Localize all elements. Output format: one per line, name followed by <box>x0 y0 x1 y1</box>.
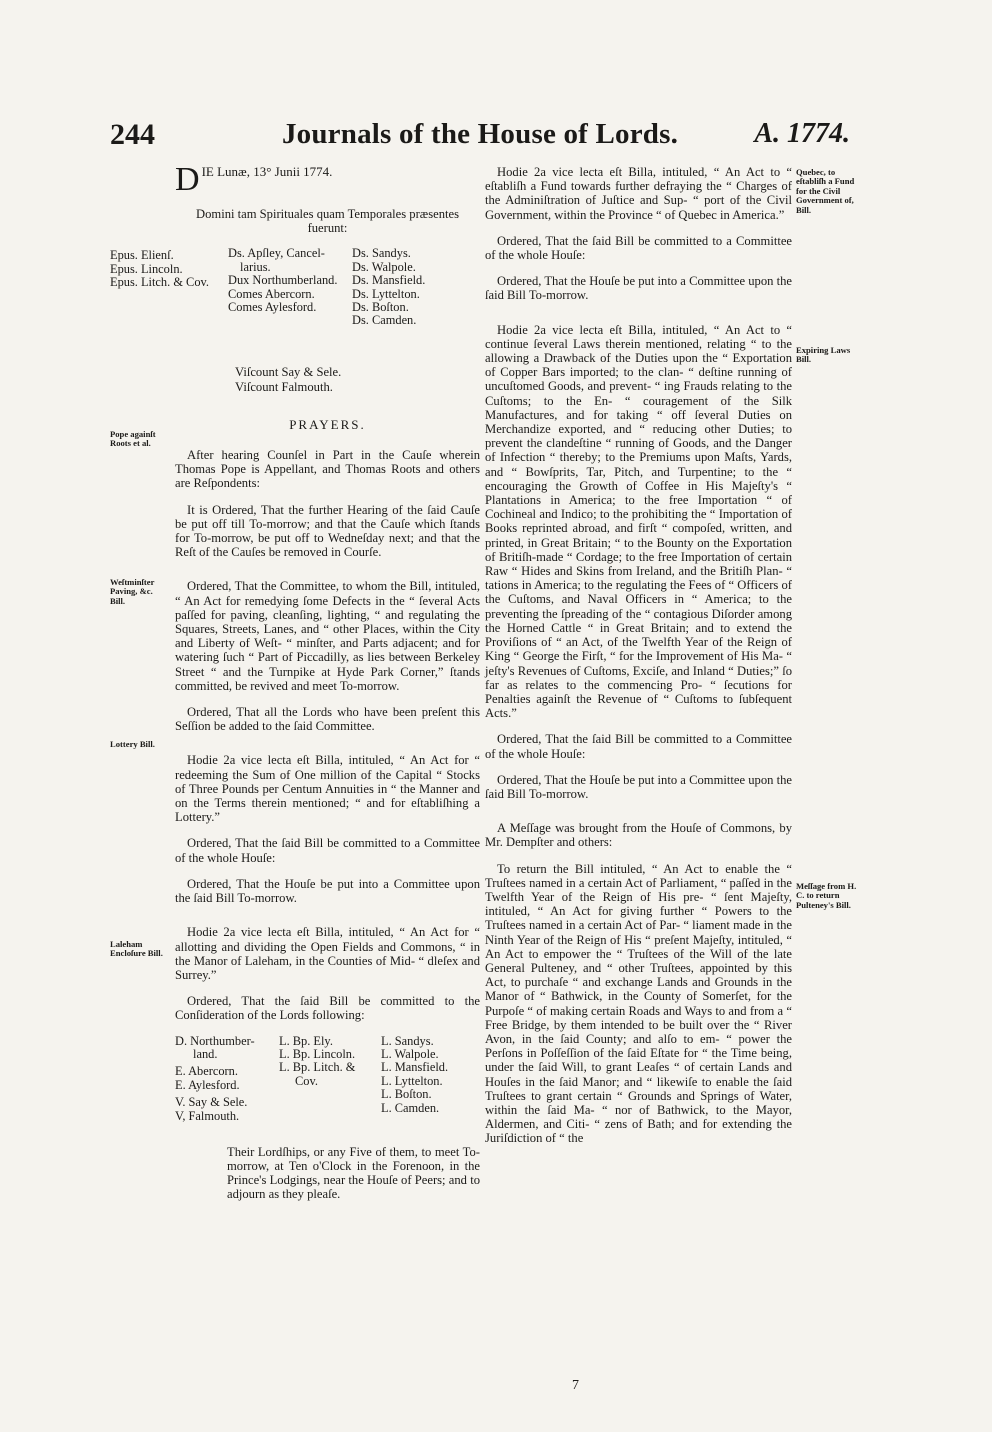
signature-mark: 7 <box>572 1378 579 1393</box>
expiring-paragraph-1: Hodie 2a vice lecta eſt Billa, intituled, “ An Act to “ continue ſeveral Laws therein mentioned, relating “ to the allowing a Drawback of the Duties upon the “ Exportation of Copper Bars imported; to the clan- “ deſtine running of uncuſtomed Goods, and prevent- “ ing Frauds relating to the Cuſtoms; to the En- “ couragement of the Silk Manufactures, and for taking “ off ſeveral Duties on Merchandize exported, and “ reducing other Duties; to prevent the clandeſtine “ running of Goods, and the Danger of Infection “ thereby; to the Premiums upon Maſts, Yards, and “ Bowſprits, Tar, Pitch, and Turpentine; to the “ encouraging the Growth of Coffee in His Majeſty's “ Plantations in America; to the free Importation “ of Cochineal and Indico; to the prohibiting the “ Importation of Books reprinted abroad, and firſt “ compoſed, written, and printed, in Great Britain; “ to the Bounty on the Exportation of Britiſh-made “ Cordage; to the free Importation of certain Raw “ Hides and Skins from Ireland, and the Britiſh Plan- “ tations in America; to the regulating the Fees of “ Officers of the Cuſtoms, and Naval Officers in “ America; to the preventing the ſpreading of the “ contagious Diſorder among the Horned Cattle “ in Great Britain; and to extend the Proviſions of “ an Act, of the Twelfth Year of the Reign of King “ George the Firſt, “ for the Improvement of His Ma- “ jeſty's Revenues of Cuſtoms, Exciſe, and Inland “ Duties;” ſo far as relates to the commencing Pro- “ ſecutions for Penalties againſt the Revenue of “ Cuſtoms to ſubſequent Acts.” <box>485 322 792 721</box>
lord-entry: L. Mansfield. <box>381 1060 449 1075</box>
laleham-paragraph-2: Ordered, That the ſaid Bill be committed to the Conſideration of the Lords following: <box>175 994 480 1023</box>
page-number: 244 <box>110 118 155 151</box>
lord-entry: Viſcount Falmouth. <box>235 379 333 394</box>
lord-entry: L. Camden. <box>381 1100 440 1115</box>
lord-entry: E. Aylesford. <box>175 1077 240 1092</box>
lord-entry: Cov. <box>295 1073 318 1088</box>
present-lords-heading: Domini tam Spirituales quam Temporales præsentes fuerunt: <box>196 207 459 236</box>
dateline <box>175 161 480 198</box>
lord-entry: Epus. Elienſ. <box>110 248 174 263</box>
prayers-heading: PRAYERS. <box>289 416 366 432</box>
lord-entry: Ds. Camden. <box>352 313 417 328</box>
laleham-paragraph-3: Their Lordſhips, or any Five of them, to meet To-morrow, at Ten o'Clock in the Forenoon, in the Prince's Lodgings, near the Houſe of Peers; and to adjourn as they pleaſe. <box>227 1144 480 1202</box>
margin-note-pope: Pope againſt Roots et al. <box>110 429 156 449</box>
lord-entry: L. Lyttelton. <box>381 1073 443 1088</box>
lord-entry: Epus. Lincoln. <box>110 261 183 276</box>
lord-entry: Epus. Litch. & Cov. <box>110 275 210 290</box>
lord-entry: D. Northumber- <box>175 1033 255 1048</box>
lord-entry: Ds. Boſton. <box>352 300 409 315</box>
expiring-paragraph-2: Ordered, That the ſaid Bill be committed to a Committee of the whole Houſe: <box>485 732 792 761</box>
margin-note-quebec: Quebec, to eſtabliſh a Fund for the Civil Government of, Bill. <box>796 167 855 215</box>
quebec-paragraph-2: Ordered, That the ſaid Bill be committed to a Committee of the whole Houſe: <box>485 233 792 263</box>
lottery-paragraph-2: Ordered, That the ſaid Bill be committed to a Committee of the whole Houſe: <box>175 836 480 865</box>
lord-entry: L. Boſton. <box>381 1087 432 1102</box>
lord-entry: L. Bp. Litch. & <box>279 1060 356 1075</box>
expiring-paragraph-3: Ordered, That the Houſe be put into a Committee upon the ſaid Bill To-morrow. <box>485 772 792 801</box>
bishops-column <box>110 249 209 289</box>
lord-entry: V. Say & Sele. <box>175 1095 248 1110</box>
lord-entry: L. Sandys. <box>381 1033 434 1048</box>
page-header <box>110 118 850 158</box>
lord-entry: Ds. Mansfield. <box>352 273 426 288</box>
lord-entry: L. Bp. Ely. <box>279 1033 333 1048</box>
pope-paragraph-2: It is Ordered, That the further Hearing of the ſaid Cauſe be put off till To-morrow; and that the Cauſe which ſtands for To-morrow, be put off to Wedneſday next; and that the Reſt of the Cauſes be removed in Courſe. <box>175 502 480 560</box>
committee-column-2 <box>279 1035 355 1089</box>
margin-note-westminster: Weſtminſter Paving, &c. Bill. <box>110 577 155 606</box>
lord-entry: Dux Northumberland. <box>228 273 338 288</box>
dateline-text: IE Lunæ, 13° Junii 1774. <box>201 164 333 179</box>
pope-paragraph-1: After hearing Counſel in Part in the Cauſe wherein Thomas Pope is Appellant, and Thomas Roots and others are Reſpondents: <box>175 448 480 491</box>
margin-note-laleham: Laleham Encloſure Bill. <box>110 939 163 959</box>
barons-column <box>352 247 425 327</box>
margin-note-lottery: Lottery Bill. <box>110 739 155 749</box>
present-lords-list <box>110 247 480 359</box>
lord-entry: V, Falmouth. <box>175 1108 240 1123</box>
drop-cap: D <box>175 161 200 198</box>
journal-title: Journals of the House of Lords. <box>281 118 679 150</box>
quebec-paragraph-1: Hodie 2a vice lecta eſt Billa, intituled, “ An Act to “ eſtabliſh a Fund towards further defraying the “ Charges of the Adminiſtration of Juſtice and Sup- “ port of the Civil Government, within the Province “ of Quebec in America.” <box>485 165 792 222</box>
margin-note-message: Meſſage from H. C. to return Pulteney's Bill. <box>796 881 857 910</box>
quebec-paragraph-3: Ordered, That the Houſe be put into a Committee upon the ſaid Bill To-morrow. <box>485 274 792 303</box>
lord-entry: Ds. Walpole. <box>352 259 416 274</box>
lord-entry: land. <box>193 1046 218 1061</box>
peers-column <box>228 247 337 314</box>
lord-entry: Ds. Lyttelton. <box>352 286 420 301</box>
committee-lords-list <box>175 1035 480 1131</box>
lord-entry: Comes Aylesford. <box>228 300 317 315</box>
lord-entry: Ds. Sandys. <box>352 246 411 261</box>
lord-entry: L. Walpole. <box>381 1046 439 1061</box>
lord-entry: Ds. Apſley, Cancel- <box>228 246 325 261</box>
lottery-paragraph-3: Ordered, That the Houſe be put into a Committee upon the ſaid Bill To-morrow. <box>175 876 480 906</box>
journal-year: A. 1774. <box>754 118 850 149</box>
message-paragraph-2: To return the Bill intituled, “ An Act to enable the “ Truſtees named in a certain Act of Parliament, “ paſſed in the Twelfth Year of the Reign of His pre- “ ſent Majeſty, intituled, “ An Act for giving further “ Powers to the Truſtees named in a certain Act of Par- “ liament made in the Ninth Year of the Reign of His “ preſent Majeſty, intituled, “ An Act to empower the “ Truſtees of the Will of the late General Pulteney, and “ other Truſtees, appointed by this Act, to purchaſe “ and exchange Lands and Grounds in the Manor of “ Bathwick, in the County of Somerſet, for the Purpoſe “ of making certain Roads and Ways to and from a “ Free Bridge, by them intended to be built over the “ River Avon, in the ſaid County; and alſo to em- “ power the Perſons in Poſſeſſion of the ſaid Eſtate for “ the Time being, under the ſaid Will, to grant Leaſes “ of certain Lands and Houſes in the ſaid Manor; and “ likewiſe to enable the ſaid Truſtees to grant certain “ Grounds and Springs of Water, within the ſaid Ma- “ nor of Bathwick, to the Mayor, Aldermen, and Citi- “ zens of Bath; and for extending the Juriſdiction of “ the <box>485 861 792 1146</box>
viscounts-list <box>235 365 480 393</box>
committee-column-1 <box>175 1035 255 1123</box>
lord-entry: larius. <box>240 259 271 274</box>
westminster-paragraph-1: Ordered, That the Committee, to whom the Bill, intituled, “ An Act for remedying ſome Defects in the “ ſeveral Acts paſſed for paving, cleanſing, lighting, “ and regulating the Squares, Streets, Lanes, and “ other Places, within the City and Liberty of Weſt- “ minſter, and Parts adjacent; and for watering ſuch “ Part of Piccadilly, as lies between Berkeley Street “ and the Turnpike at Hyde Park Corner,” ſtands committed, be revived and meet To-morrow. <box>175 579 480 693</box>
lord-entry: Comes Abercorn. <box>228 286 315 301</box>
right-column <box>485 165 792 1158</box>
margin-note-expiring: Expiring Laws Bill. <box>796 345 851 365</box>
lottery-paragraph-1: Hodie 2a vice lecta eſt Billa, intituled, “ An Act for “ redeeming the Sum of One million of the Capital “ Stocks of Three Pounds per Centum Annuities in “ the Manner and on the Terms therein mentioned; “ and for eſtabliſhing a Lottery.” <box>175 753 480 825</box>
westminster-paragraph-2: Ordered, That all the Lords who have been preſent this Seſſion be added to the ſaid Committee. <box>175 705 480 734</box>
message-paragraph-1: A Meſſage was brought from the Houſe of Commons, by Mr. Dempſter and others: <box>485 821 792 850</box>
committee-column-3 <box>381 1035 448 1115</box>
laleham-paragraph-1: Hodie 2a vice lecta eſt Billa, intituled, “ An Act for “ allotting and dividing the Open Fields and Commons, “ in the Manor of Laleham, in the Counties of Mid- “ dleſex and Surrey.” <box>175 925 480 982</box>
lord-entry: E. Abercorn. <box>175 1064 238 1079</box>
lord-entry: Viſcount Say & Sele. <box>235 365 342 380</box>
lord-entry: L. Bp. Lincoln. <box>279 1046 356 1061</box>
